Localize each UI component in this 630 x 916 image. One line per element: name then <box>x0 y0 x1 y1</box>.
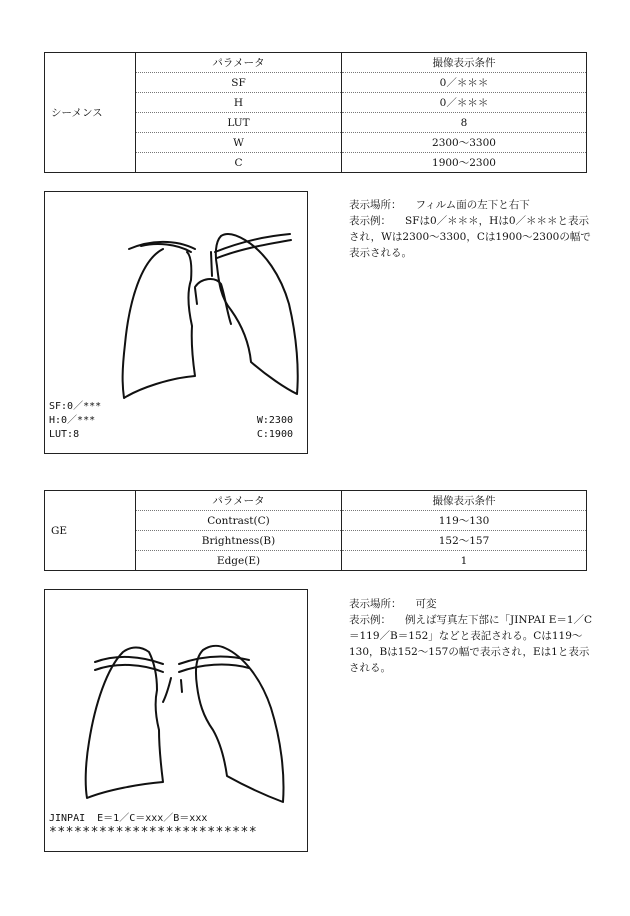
film-label-h: H:0／*** <box>49 415 96 426</box>
film-label-c: C:1900 <box>256 429 293 440</box>
vendor-name: シーメンス <box>45 53 136 173</box>
example-text: SFは0／＊＊＊，Hは0／＊＊＊と表示され，Wは2300～3300，Cは1900～2300の幅で表示される。 <box>349 215 591 259</box>
parameter-name: H <box>136 93 342 113</box>
ge-parameter-table <box>44 490 587 571</box>
parameter-value: 0／＊＊＊ <box>342 93 587 113</box>
location-value: フィルム面の左下と右下 <box>415 199 530 211</box>
siemens-film-illustration <box>44 191 308 454</box>
parameter-value: 119～130 <box>342 511 587 531</box>
parameter-name: Contrast(C) <box>136 511 342 531</box>
location-key: 表示場所： <box>349 598 402 610</box>
location-value: 可変 <box>415 598 437 610</box>
parameter-name: SF <box>136 73 342 93</box>
parameter-value: 152～157 <box>342 531 587 551</box>
parameter-name: LUT <box>136 113 342 133</box>
parameter-value: 1 <box>342 551 587 571</box>
parameter-name: Edge(E) <box>136 551 342 571</box>
column-header-condition: 撮像表示条件 <box>342 491 587 511</box>
parameter-name: W <box>136 133 342 153</box>
ge-film-illustration <box>44 589 308 852</box>
film-label-w: W:2300 <box>256 415 293 426</box>
film-label-lut: LUT:8 <box>49 429 80 440</box>
column-header-parameter: パラメータ <box>136 491 342 511</box>
film-label-asterisks: ************************* <box>49 825 258 840</box>
column-header-parameter: パラメータ <box>136 53 342 73</box>
parameter-name: C <box>136 153 342 173</box>
siemens-description <box>349 197 594 261</box>
parameter-value: 1900～2300 <box>342 153 587 173</box>
vendor-name: GE <box>45 491 136 571</box>
example-text: 例えば写真左下部に「JINPAI E＝1／C＝119／B＝152」などと表記される。Cは119～130，Bは152～157の幅で表示され，Eは1と表示される。 <box>349 614 593 674</box>
column-header-condition: 撮像表示条件 <box>342 53 587 73</box>
parameter-value: 0／＊＊＊ <box>342 73 587 93</box>
example-key: 表示例： <box>349 614 391 626</box>
location-key: 表示場所： <box>349 199 402 211</box>
ge-description <box>349 596 594 676</box>
film-label-sf: SF:0／*** <box>49 401 102 412</box>
parameter-value: 8 <box>342 113 587 133</box>
example-key: 表示例： <box>349 215 391 227</box>
parameter-name: Brightness(B) <box>136 531 342 551</box>
film-label-jinpai: JINPAI E＝1／C＝xxx／B＝xxx <box>49 813 208 824</box>
parameter-value: 2300～3300 <box>342 133 587 153</box>
siemens-parameter-table <box>44 52 587 173</box>
